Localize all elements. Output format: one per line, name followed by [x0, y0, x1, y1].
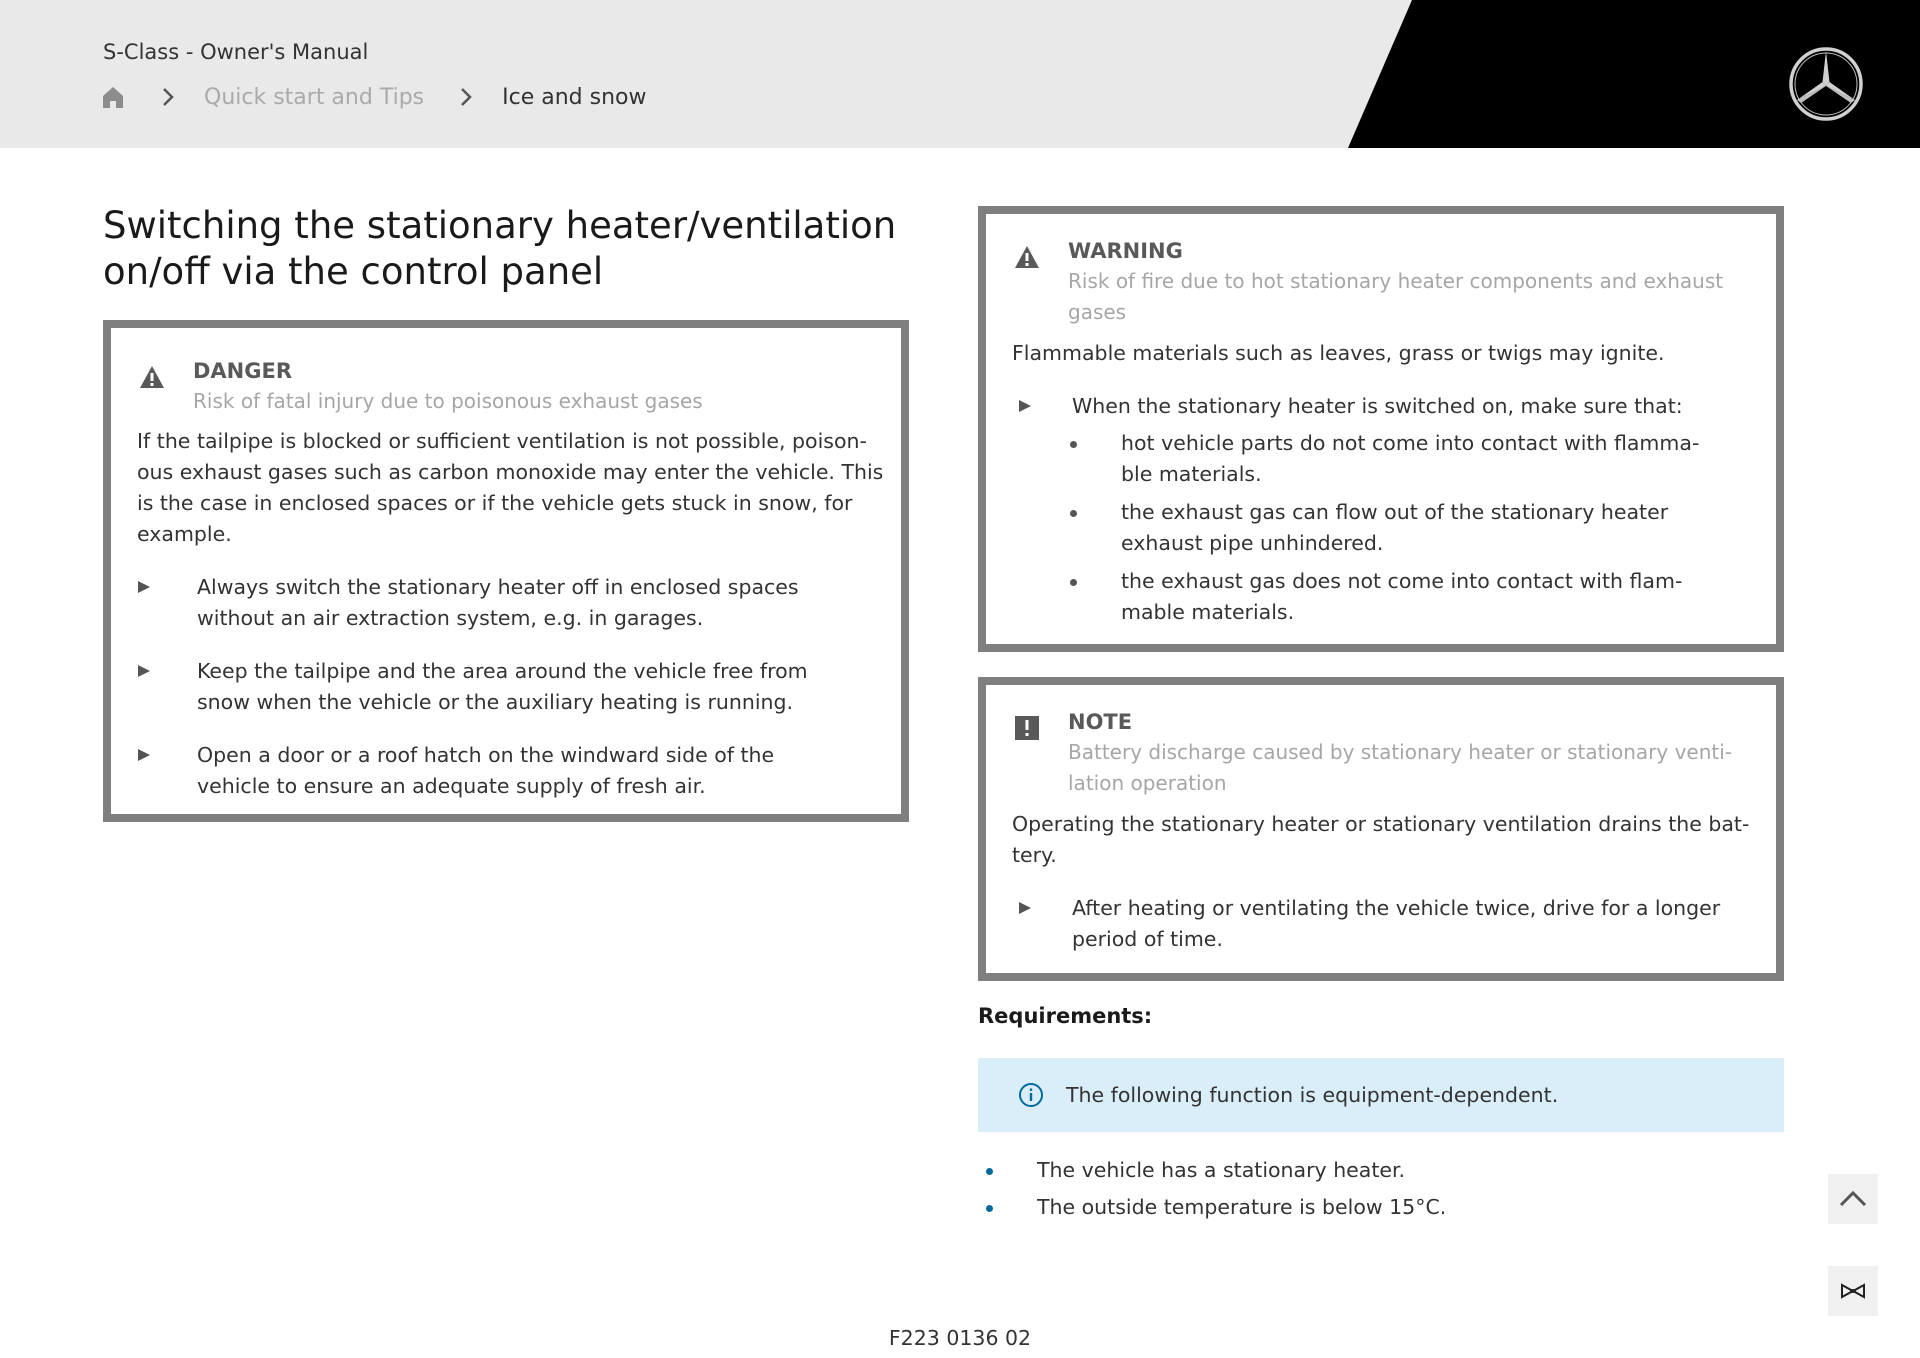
danger-body [137, 426, 887, 802]
step-arrow-icon [137, 664, 151, 678]
bullet-dot [986, 1205, 993, 1212]
list-item [986, 1192, 1446, 1223]
warning-triangle-icon [139, 364, 165, 390]
requirements-heading: Requirements: [978, 1004, 1153, 1028]
manual-title: S-Class - Owner's Manual [103, 40, 369, 64]
note-description: Operating the stationary heater or stationary ventilation drains the battery. [1012, 812, 1750, 867]
home-icon[interactable] [100, 84, 126, 110]
breadcrumb-link-quick-start[interactable]: Quick start and Tips [204, 84, 425, 110]
step-arrow-icon [1018, 901, 1032, 915]
step-text: When the stationary heater is switched on, make sure that: [1072, 394, 1683, 418]
requirement-text: The outside temperature is below 15°C. [1037, 1195, 1447, 1219]
step-arrow-icon [1018, 399, 1032, 413]
bullet-dot [1070, 510, 1077, 517]
list-item [986, 1155, 1446, 1186]
step-text: Keep the tailpipe and the area around the vehicle free from snow when the vehicle or the auxiliary heating is running. [197, 659, 808, 714]
list-item [137, 740, 887, 802]
warning-bullets [1070, 428, 1762, 628]
utility-button[interactable] [1828, 1266, 1878, 1316]
info-text: The following function is equipment-dependent. [1066, 1083, 1559, 1107]
warning-box [978, 206, 1784, 652]
chevron-right-icon [456, 86, 476, 108]
danger-box [103, 320, 909, 822]
note-body [1012, 809, 1762, 955]
breadcrumb-current: Ice and snow [502, 84, 647, 110]
step-text: After heating or ventilating the vehicle twice, drive for a longer period of time. [1072, 896, 1721, 951]
danger-steps [137, 572, 887, 802]
breadcrumb [100, 82, 646, 112]
requirement-text: The vehicle has a stationary heater. [1037, 1158, 1406, 1182]
note-box [978, 677, 1784, 981]
note-label: NOTE [1068, 710, 1133, 734]
step-arrow-icon [137, 748, 151, 762]
mercedes-star-icon[interactable] [1787, 45, 1865, 123]
list-item [137, 656, 887, 718]
list-item [1070, 497, 1762, 559]
exclamation-square-icon [1014, 715, 1040, 741]
note-subtitle: Battery discharge caused by stationary heater or stationary ventilation operation [1068, 740, 1733, 795]
page-code: F223 0136 02 [888, 1326, 1032, 1350]
list-item [1070, 428, 1762, 490]
danger-subtitle: Risk of fatal injury due to poisonous exhaust gases [193, 389, 703, 413]
step-text: Always switch the stationary heater off in enclosed spaces without an air extraction system, e.g. in garages. [197, 575, 799, 630]
bullet-dot [1070, 579, 1077, 586]
chevron-right-icon [158, 86, 178, 108]
step-arrow-icon [137, 580, 151, 594]
danger-description: If the tailpipe is blocked or sufficient ventilation is not possible, poisonous exhaust gases such as carbon monoxide may enter the vehicle. This is the case in enclosed spaces or if the vehicle gets stuck in snow, for example. [137, 429, 884, 546]
danger-label: DANGER [193, 359, 293, 383]
list-item [137, 572, 887, 634]
step-text: Open a door or a roof hatch on the windward side of the vehicle to ensure an adequate supply of fresh air. [197, 743, 775, 798]
page-title: Switching the stationary heater/ventilation on/off via the control panel [103, 204, 897, 293]
chevron-up-icon [1838, 1189, 1868, 1209]
info-circle-icon [1018, 1082, 1044, 1108]
bullet-text: the exhaust gas can flow out of the stationary heater exhaust pipe unhindered. [1121, 500, 1669, 555]
bullet-text: hot vehicle parts do not come into contact with flammable materials. [1121, 431, 1700, 486]
requirements-list [986, 1155, 1446, 1229]
warning-description: Flammable materials such as leaves, grass or twigs may ignite. [1012, 341, 1665, 365]
warning-body [1012, 338, 1762, 635]
bullet-text: the exhaust gas does not come into contact with flammable materials. [1121, 569, 1683, 624]
list-item [1012, 893, 1762, 955]
warning-label: WARNING [1068, 239, 1183, 263]
list-item [1070, 566, 1762, 628]
scroll-to-top-button[interactable] [1828, 1174, 1878, 1224]
warning-triangle-icon [1014, 244, 1040, 270]
warning-subtitle: Risk of fire due to hot stationary heater components and exhaust gases [1068, 269, 1724, 324]
bullet-dot [986, 1168, 993, 1175]
bow-tie-icon [1840, 1281, 1866, 1301]
list-item [1012, 391, 1762, 422]
note-header [1014, 707, 1758, 799]
danger-header [139, 356, 703, 417]
warning-header [1014, 236, 1758, 328]
info-bar [978, 1058, 1784, 1132]
bullet-dot [1070, 441, 1077, 448]
